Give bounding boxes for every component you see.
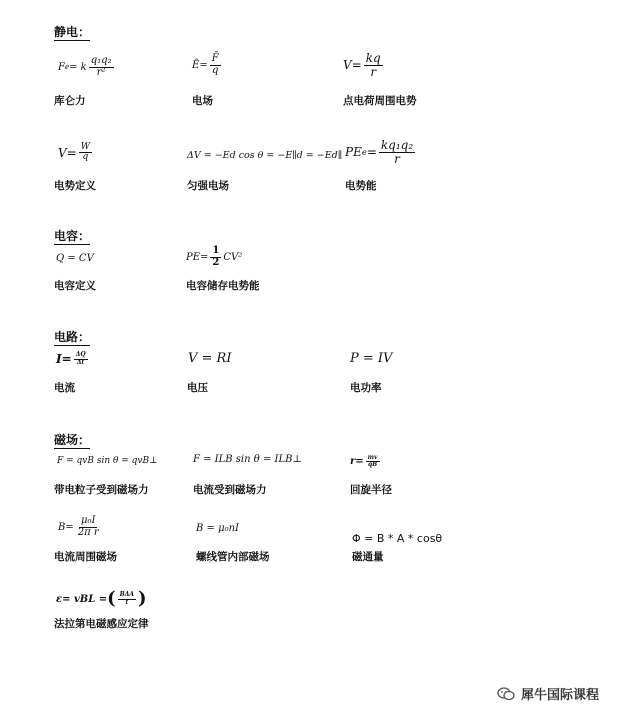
formula-charge-magnetic-force: F = qvB sin θ = qvB⊥ bbox=[57, 456, 158, 466]
label-uniform-field: 匀强电场 bbox=[187, 180, 229, 192]
formula-potential-definition: V = $\frac{W}{q}$ bbox=[58, 142, 90, 163]
formula-voltage: V = RI bbox=[188, 351, 232, 366]
label-current-magnetic-force: 电流受到磁场力 bbox=[193, 484, 267, 496]
watermark-text: 犀牛国际课程 bbox=[521, 688, 600, 703]
formula-cyclotron-radius: r = $\frac{mv}{qB}$ bbox=[350, 454, 378, 469]
watermark bbox=[497, 684, 599, 703]
label-cyclotron-radius: 回旋半径 bbox=[350, 484, 392, 496]
formula-electric-field: Ē = $\frac{F̄}{q}$ bbox=[192, 53, 219, 76]
wechat-icon bbox=[497, 687, 515, 701]
label-charge-magnetic-force: 带电粒子受到磁场力 bbox=[54, 484, 149, 496]
formula-uniform-field: ΔV = −Ed cos θ = −E∥d = −Ed∥ bbox=[187, 150, 343, 161]
label-point-charge-potential: 点电荷周围电势 bbox=[343, 95, 417, 107]
label-capacitor-energy: 电容储存电势能 bbox=[186, 280, 260, 292]
formula-current: I = $\frac{\Delta Q}{\Delta t}$ bbox=[56, 351, 86, 366]
section-title-circuits: 电路： bbox=[54, 330, 91, 344]
formula-capacitor-energy: PE = $\frac{1}{2}$ CV² bbox=[186, 245, 243, 268]
label-potential-energy: 电势能 bbox=[345, 180, 377, 192]
formula-capacitance-definition: Q = CV bbox=[56, 253, 94, 264]
formula-point-charge-potential: V = $\frac{kq}{r}$ bbox=[343, 51, 381, 79]
label-solenoid-field: 螺线管内部磁场 bbox=[196, 551, 270, 563]
formula-solenoid-field: B = μ₀nI bbox=[196, 523, 239, 534]
label-magnetic-flux: 磁通量 bbox=[352, 551, 384, 563]
label-voltage: 电压 bbox=[187, 382, 208, 394]
label-potential-definition: 电势定义 bbox=[54, 180, 96, 192]
label-current: 电流 bbox=[54, 382, 75, 394]
label-faraday-law: 法拉第电磁感应定律 bbox=[54, 618, 149, 630]
formula-power: P = IV bbox=[350, 351, 393, 366]
formula-wire-field: B = $\frac{\text{μ₀I}}{\text{2π r}}$ bbox=[58, 515, 99, 538]
formula-potential-energy: PE e = $\frac{\text{kq₁q₂}}{r}$ bbox=[345, 138, 414, 166]
formula-magnetic-flux: Φ = B * A * cosθ bbox=[352, 532, 443, 545]
label-electric-field: 电场 bbox=[192, 95, 213, 107]
section-title-magnetism: 磁场： bbox=[54, 433, 91, 447]
section-title-capacitance: 电容： bbox=[54, 229, 91, 243]
label-wire-field: 电流周围磁场 bbox=[54, 551, 117, 563]
label-coulomb-force: 库仑力 bbox=[54, 95, 86, 107]
formula-coulomb-force: F e = k $\frac{\text{q₁q₂}}{\text{r²}}$ bbox=[58, 55, 112, 78]
label-power: 电功率 bbox=[350, 382, 382, 394]
formula-current-magnetic-force: F = ILB sin θ = ILB⊥ bbox=[193, 454, 302, 465]
section-title-electrostatics: 静电： bbox=[54, 25, 91, 39]
formula-faraday-law: ε = vBL = ( $\frac{\text{BΔA}}{t}$ ) bbox=[56, 588, 147, 609]
label-capacitance-definition: 电容定义 bbox=[54, 280, 96, 292]
